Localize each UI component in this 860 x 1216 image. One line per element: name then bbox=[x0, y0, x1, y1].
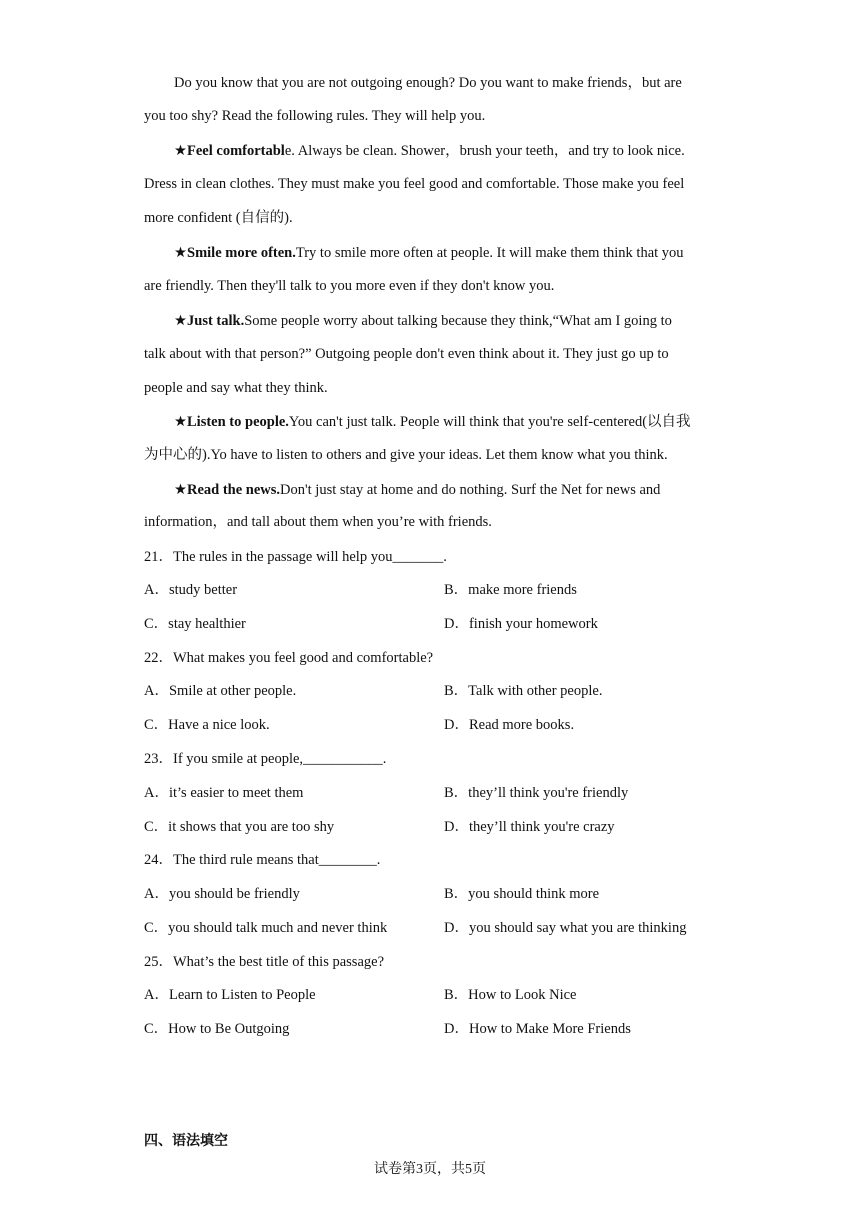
star-icon: ★ bbox=[174, 143, 187, 159]
option-c[interactable]: C．you should talk much and never think bbox=[144, 920, 388, 936]
rule-smile-more-often: ★Smile more often.Try to smile more often at people. It will make them think that you bbox=[174, 245, 684, 261]
rule-just-talk: ★Just talk.Some people worry about talking because they think,“What am I going to bbox=[174, 313, 672, 329]
option-a[interactable]: A．you should be friendly bbox=[144, 886, 300, 902]
rule-feel-comfortable: ★Feel comfortable. Always be clean. Shower，brush your teeth，and try to look nice. bbox=[174, 143, 685, 159]
passage-line: 为中心的).Yo have to listen to others and give your ideas. Let them know what you think. bbox=[144, 447, 668, 463]
question-stem: 25．What’s the best title of this passage? bbox=[144, 954, 385, 970]
passage-line: information，and tall about them when you’re with friends. bbox=[144, 514, 492, 530]
option-a[interactable]: A．Smile at other people. bbox=[144, 683, 297, 699]
star-icon: ★ bbox=[174, 482, 187, 498]
passage-line: are friendly. Then they'll talk to you more even if they don't know you. bbox=[144, 278, 555, 294]
rule-listen-to-people: ★Listen to people.You can't just talk. People will think that you're self-centered(以自我 bbox=[174, 414, 691, 430]
option-c[interactable]: C．stay healthier bbox=[144, 616, 246, 632]
passage-line: Dress in clean clothes. They must make you feel good and comfortable. Those make you feel bbox=[144, 176, 685, 192]
question-stem: 22．What makes you feel good and comfortable? bbox=[144, 650, 434, 666]
passage-line: talk about with that person?” Outgoing people don't even think about it. They just go up to bbox=[144, 346, 669, 362]
question-stem: 23．If you smile at people,___________. bbox=[144, 751, 387, 767]
option-c[interactable]: C．it shows that you are too shy bbox=[144, 819, 335, 835]
star-icon: ★ bbox=[174, 313, 187, 329]
option-b[interactable]: B．How to Look Nice bbox=[444, 987, 577, 1003]
passage-line: you too shy? Read the following rules. They will help you. bbox=[144, 108, 486, 124]
passage-line: Do you know that you are not outgoing enough? Do you want to make friends，but are bbox=[174, 75, 682, 91]
star-icon: ★ bbox=[174, 245, 187, 261]
option-b[interactable]: B．they’ll think you're friendly bbox=[444, 785, 629, 801]
option-d[interactable]: D．you should say what you are thinking bbox=[444, 920, 687, 936]
option-b[interactable]: B．Talk with other people. bbox=[444, 683, 603, 699]
question-stem: 21．The rules in the passage will help you_______. bbox=[144, 549, 447, 565]
option-d[interactable]: D．How to Make More Friends bbox=[444, 1021, 631, 1037]
section-heading: 四、语法填空 bbox=[144, 1133, 228, 1149]
option-b[interactable]: B．make more friends bbox=[444, 582, 577, 598]
page-footer: 试卷第3页，共5页 bbox=[374, 1162, 486, 1177]
passage-line: more confident (自信的). bbox=[144, 210, 293, 226]
star-icon: ★ bbox=[174, 414, 187, 430]
option-b[interactable]: B．you should think more bbox=[444, 886, 600, 902]
option-c[interactable]: C．Have a nice look. bbox=[144, 717, 270, 733]
option-c[interactable]: C．How to Be Outgoing bbox=[144, 1021, 290, 1037]
option-d[interactable]: D．Read more books. bbox=[444, 717, 575, 733]
option-a[interactable]: A．it’s easier to meet them bbox=[144, 785, 304, 801]
rule-read-the-news: ★Read the news.Don't just stay at home and do nothing. Surf the Net for news and bbox=[174, 482, 661, 498]
option-a[interactable]: A．study better bbox=[144, 582, 238, 598]
option-a[interactable]: A．Learn to Listen to People bbox=[144, 987, 316, 1003]
option-d[interactable]: D．finish your homework bbox=[444, 616, 598, 632]
option-d[interactable]: D．they’ll think you're crazy bbox=[444, 819, 615, 835]
question-stem: 24．The third rule means that________. bbox=[144, 852, 381, 868]
passage-line: people and say what they think. bbox=[144, 380, 328, 396]
